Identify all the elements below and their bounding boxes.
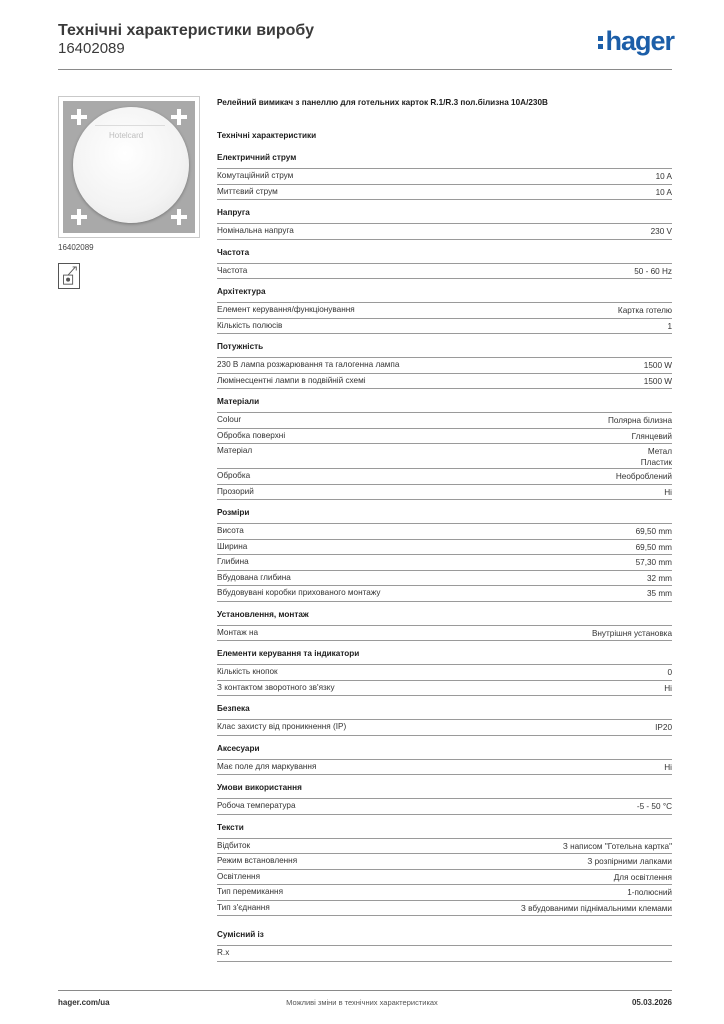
product-title: Релейний вимикач з панеллю для готельних карток R.1/R.3 пол.білизна 10А/230В bbox=[217, 98, 548, 107]
spec-name: Комутаційний струм bbox=[217, 171, 294, 180]
spec-name: Ширина bbox=[217, 541, 248, 551]
spec-name: R.x bbox=[217, 948, 230, 957]
spec-value-line: Полярна білизна bbox=[607, 416, 672, 425]
spec-name: Colour bbox=[217, 415, 242, 424]
spec-group-title: Напруга bbox=[217, 208, 250, 217]
spec-group-title: Частота bbox=[217, 247, 250, 257]
cover-label: Hotelcard bbox=[109, 131, 144, 140]
spec-group-title: Установлення, монтаж bbox=[217, 609, 309, 619]
spec-value bbox=[667, 667, 672, 678]
spec-name: З контактом зворотного зв'язку bbox=[217, 682, 335, 692]
spec-groups bbox=[217, 153, 672, 916]
spec-value bbox=[608, 415, 672, 426]
spec-value bbox=[644, 376, 672, 387]
spec-value bbox=[664, 762, 672, 773]
spec-table bbox=[217, 357, 672, 389]
page-title: Технічні характеристики виробу bbox=[58, 22, 314, 39]
spec-value-line: Ні bbox=[664, 683, 672, 693]
spec-name: Частота bbox=[217, 265, 248, 275]
spec-table bbox=[217, 523, 672, 602]
spec-name: Має поле для маркування bbox=[217, 761, 317, 771]
spec-group-title: Сумісний із bbox=[217, 930, 264, 939]
spec-value bbox=[592, 628, 672, 639]
spec-row bbox=[217, 680, 672, 697]
spec-name: Клас захисту від проникнення (IP) bbox=[217, 722, 347, 731]
compatible-block bbox=[217, 930, 672, 962]
spec-table bbox=[217, 168, 672, 200]
spec-name: Миттєвий струм bbox=[217, 186, 278, 196]
spec-value-line: Для освітлення bbox=[613, 872, 672, 882]
spec-value bbox=[614, 872, 672, 883]
spec-value-line: 57,30 mm bbox=[635, 558, 672, 567]
spec-name: Висота bbox=[217, 526, 244, 535]
spec-value bbox=[627, 887, 672, 898]
spec-name: Робоча температура bbox=[217, 801, 296, 810]
spec-row bbox=[217, 554, 672, 570]
spec-name: Монтаж на bbox=[217, 627, 259, 637]
spec-group-title: Розміри bbox=[217, 508, 250, 517]
spec-value-line: Картка готелю bbox=[617, 306, 672, 315]
spec-value bbox=[636, 557, 672, 568]
product-image bbox=[58, 96, 200, 238]
spec-value-line: Глянцевий bbox=[631, 431, 672, 441]
spec-name: Обробка bbox=[217, 471, 251, 480]
spec-value bbox=[656, 187, 672, 198]
spec-value-line: Метал bbox=[647, 447, 672, 456]
spec-group-title: Умови використання bbox=[217, 783, 302, 792]
spec-row bbox=[217, 263, 672, 280]
spec-value bbox=[667, 321, 672, 332]
spec-value bbox=[632, 431, 672, 442]
spec-name: Прозорий bbox=[217, 486, 254, 496]
header-divider bbox=[58, 69, 672, 70]
spec-table bbox=[217, 719, 672, 736]
spec-name: Відбиток bbox=[217, 840, 251, 850]
spec-name: Номінальна напруга bbox=[217, 226, 294, 235]
spec-name: Режим встановлення bbox=[217, 856, 298, 865]
spec-row bbox=[217, 468, 672, 484]
spec-value-line: Необроблений bbox=[615, 472, 672, 481]
spec-value-line: 1500 W bbox=[643, 361, 672, 370]
spec-row bbox=[217, 900, 672, 917]
spec-value bbox=[587, 856, 672, 867]
frame-plate bbox=[63, 101, 195, 233]
spec-value-line: З написом "Готельна картка" bbox=[562, 841, 672, 851]
spec-value bbox=[521, 903, 672, 914]
spec-value-line: Пластик bbox=[640, 458, 672, 467]
card-slot bbox=[95, 125, 165, 126]
spec-value bbox=[647, 588, 672, 599]
spec-row bbox=[217, 838, 672, 854]
spec-row bbox=[217, 412, 672, 428]
spec-value-line: 0 bbox=[667, 668, 672, 677]
footer-disclaimer: Можливі зміни в технічних характеристиках bbox=[286, 998, 438, 1007]
spec-value-line: 10 A bbox=[655, 172, 672, 181]
spec-row bbox=[217, 759, 672, 776]
spec-value bbox=[618, 305, 672, 316]
plus-icon bbox=[167, 205, 191, 229]
spec-name: Тип перемикання bbox=[217, 887, 284, 896]
spec-name: Вбудована глибина bbox=[217, 572, 291, 582]
plus-icon bbox=[67, 205, 91, 229]
spec-value bbox=[656, 171, 672, 182]
spec-group-title: Електричний струм bbox=[217, 153, 297, 162]
spec-row bbox=[217, 428, 672, 444]
logo-text: hager bbox=[605, 26, 674, 56]
spec-value bbox=[636, 526, 672, 537]
spec-table bbox=[217, 945, 672, 962]
image-code: 16402089 bbox=[58, 243, 94, 252]
spec-row bbox=[217, 719, 672, 736]
spec-value bbox=[637, 801, 672, 812]
spec-value-line: -5 - 50 °C bbox=[636, 802, 672, 811]
spec-value-line: 35 mm bbox=[646, 589, 672, 598]
spec-name: Елемент керування/функціонування bbox=[217, 305, 355, 314]
spec-row bbox=[217, 484, 672, 501]
spec-name: Кількість полюсів bbox=[217, 320, 283, 330]
spec-value bbox=[636, 542, 672, 553]
spec-row bbox=[217, 625, 672, 642]
spec-name: Вбудовувані коробки прихованого монтажу bbox=[217, 588, 381, 597]
spec-row bbox=[217, 373, 672, 390]
footer-divider bbox=[58, 990, 672, 991]
spec-value bbox=[641, 446, 672, 468]
spec-row bbox=[217, 945, 672, 962]
spec-row bbox=[217, 523, 672, 539]
spec-value-line: IP20 bbox=[655, 723, 672, 732]
spec-value bbox=[655, 722, 672, 733]
spec-row bbox=[217, 853, 672, 869]
spec-value-line: 69,50 mm bbox=[635, 527, 672, 536]
spec-table bbox=[217, 625, 672, 642]
spec-value-line: 69,50 mm bbox=[635, 542, 672, 552]
footer-date: 05.03.2026 bbox=[631, 998, 672, 1007]
section-label: Технічні характеристики bbox=[217, 131, 317, 140]
spec-value-line: Ні bbox=[664, 487, 672, 497]
spec-value-line: Внутрішня установка bbox=[591, 628, 672, 638]
spec-row bbox=[217, 357, 672, 373]
spec-table bbox=[217, 412, 672, 500]
spec-value bbox=[651, 226, 672, 237]
spec-value-line: 1500 W bbox=[643, 376, 672, 386]
spec-row bbox=[217, 539, 672, 555]
spec-row bbox=[217, 318, 672, 335]
spec-name: 230 В лампа розжарювання та галогенна лампа bbox=[217, 360, 400, 369]
spec-value bbox=[634, 266, 672, 277]
spec-row bbox=[217, 443, 672, 468]
spec-row bbox=[217, 798, 672, 815]
spec-value-line: 1-полюсний bbox=[627, 888, 672, 897]
spec-table bbox=[217, 302, 672, 334]
spec-name: Тип з'єднання bbox=[217, 902, 270, 912]
spec-table bbox=[217, 838, 672, 917]
spec-group-title: Безпека bbox=[217, 704, 250, 713]
spec-row bbox=[217, 570, 672, 586]
spec-row bbox=[217, 884, 672, 900]
spec-table bbox=[217, 263, 672, 280]
spec-value bbox=[644, 360, 672, 371]
spec-row bbox=[217, 168, 672, 184]
spec-name: Кількість кнопок bbox=[217, 667, 278, 676]
spec-name: Освітлення bbox=[217, 871, 261, 881]
spec-table bbox=[217, 664, 672, 696]
spec-row bbox=[217, 869, 672, 885]
spec-table bbox=[217, 223, 672, 240]
spec-value bbox=[664, 487, 672, 498]
footer-website[interactable]: hager.com/ua bbox=[58, 998, 110, 1007]
spec-value-line: 1 bbox=[667, 321, 672, 331]
product-code: 16402089 bbox=[58, 40, 125, 57]
spec-row bbox=[217, 664, 672, 680]
spec-group-title: Архітектура bbox=[217, 287, 266, 296]
spec-row bbox=[217, 184, 672, 201]
card-switch-cover bbox=[73, 107, 189, 223]
spec-value-line: 50 - 60 Hz bbox=[634, 266, 672, 276]
spec-group-title: Аксесуари bbox=[217, 743, 260, 753]
spec-value-line: Ні bbox=[664, 762, 672, 772]
spec-value bbox=[647, 573, 672, 584]
spec-group-title: Тексти bbox=[217, 822, 244, 832]
spec-group-title: Потужність bbox=[217, 342, 264, 351]
spec-value bbox=[563, 841, 672, 852]
spec-row bbox=[217, 585, 672, 602]
spec-name: Глибина bbox=[217, 557, 249, 566]
spec-value bbox=[616, 471, 672, 482]
spec-value bbox=[664, 683, 672, 694]
spec-value-line: З розпірними лапками bbox=[587, 857, 672, 866]
spec-table bbox=[217, 798, 672, 815]
flush-mount-icon bbox=[58, 263, 80, 289]
spec-value-line: 230 V bbox=[650, 227, 672, 236]
spec-row bbox=[217, 302, 672, 318]
spec-content bbox=[217, 98, 672, 962]
spec-name: Обробка поверхні bbox=[217, 430, 286, 440]
hager-logo bbox=[597, 26, 674, 57]
spec-group-title: Матеріали bbox=[217, 397, 260, 406]
spec-value-line: З вбудованими піднімальними клемами bbox=[520, 903, 672, 913]
spec-name: Люмінесцентні лампи в подвійній схемі bbox=[217, 375, 366, 385]
spec-value-line: 10 A bbox=[655, 187, 672, 197]
spec-table bbox=[217, 759, 672, 776]
spec-value-line: 32 mm bbox=[646, 573, 672, 583]
spec-name: Матеріал bbox=[217, 446, 253, 455]
spec-group-title: Елементи керування та індикатори bbox=[217, 649, 360, 658]
spec-row bbox=[217, 223, 672, 240]
